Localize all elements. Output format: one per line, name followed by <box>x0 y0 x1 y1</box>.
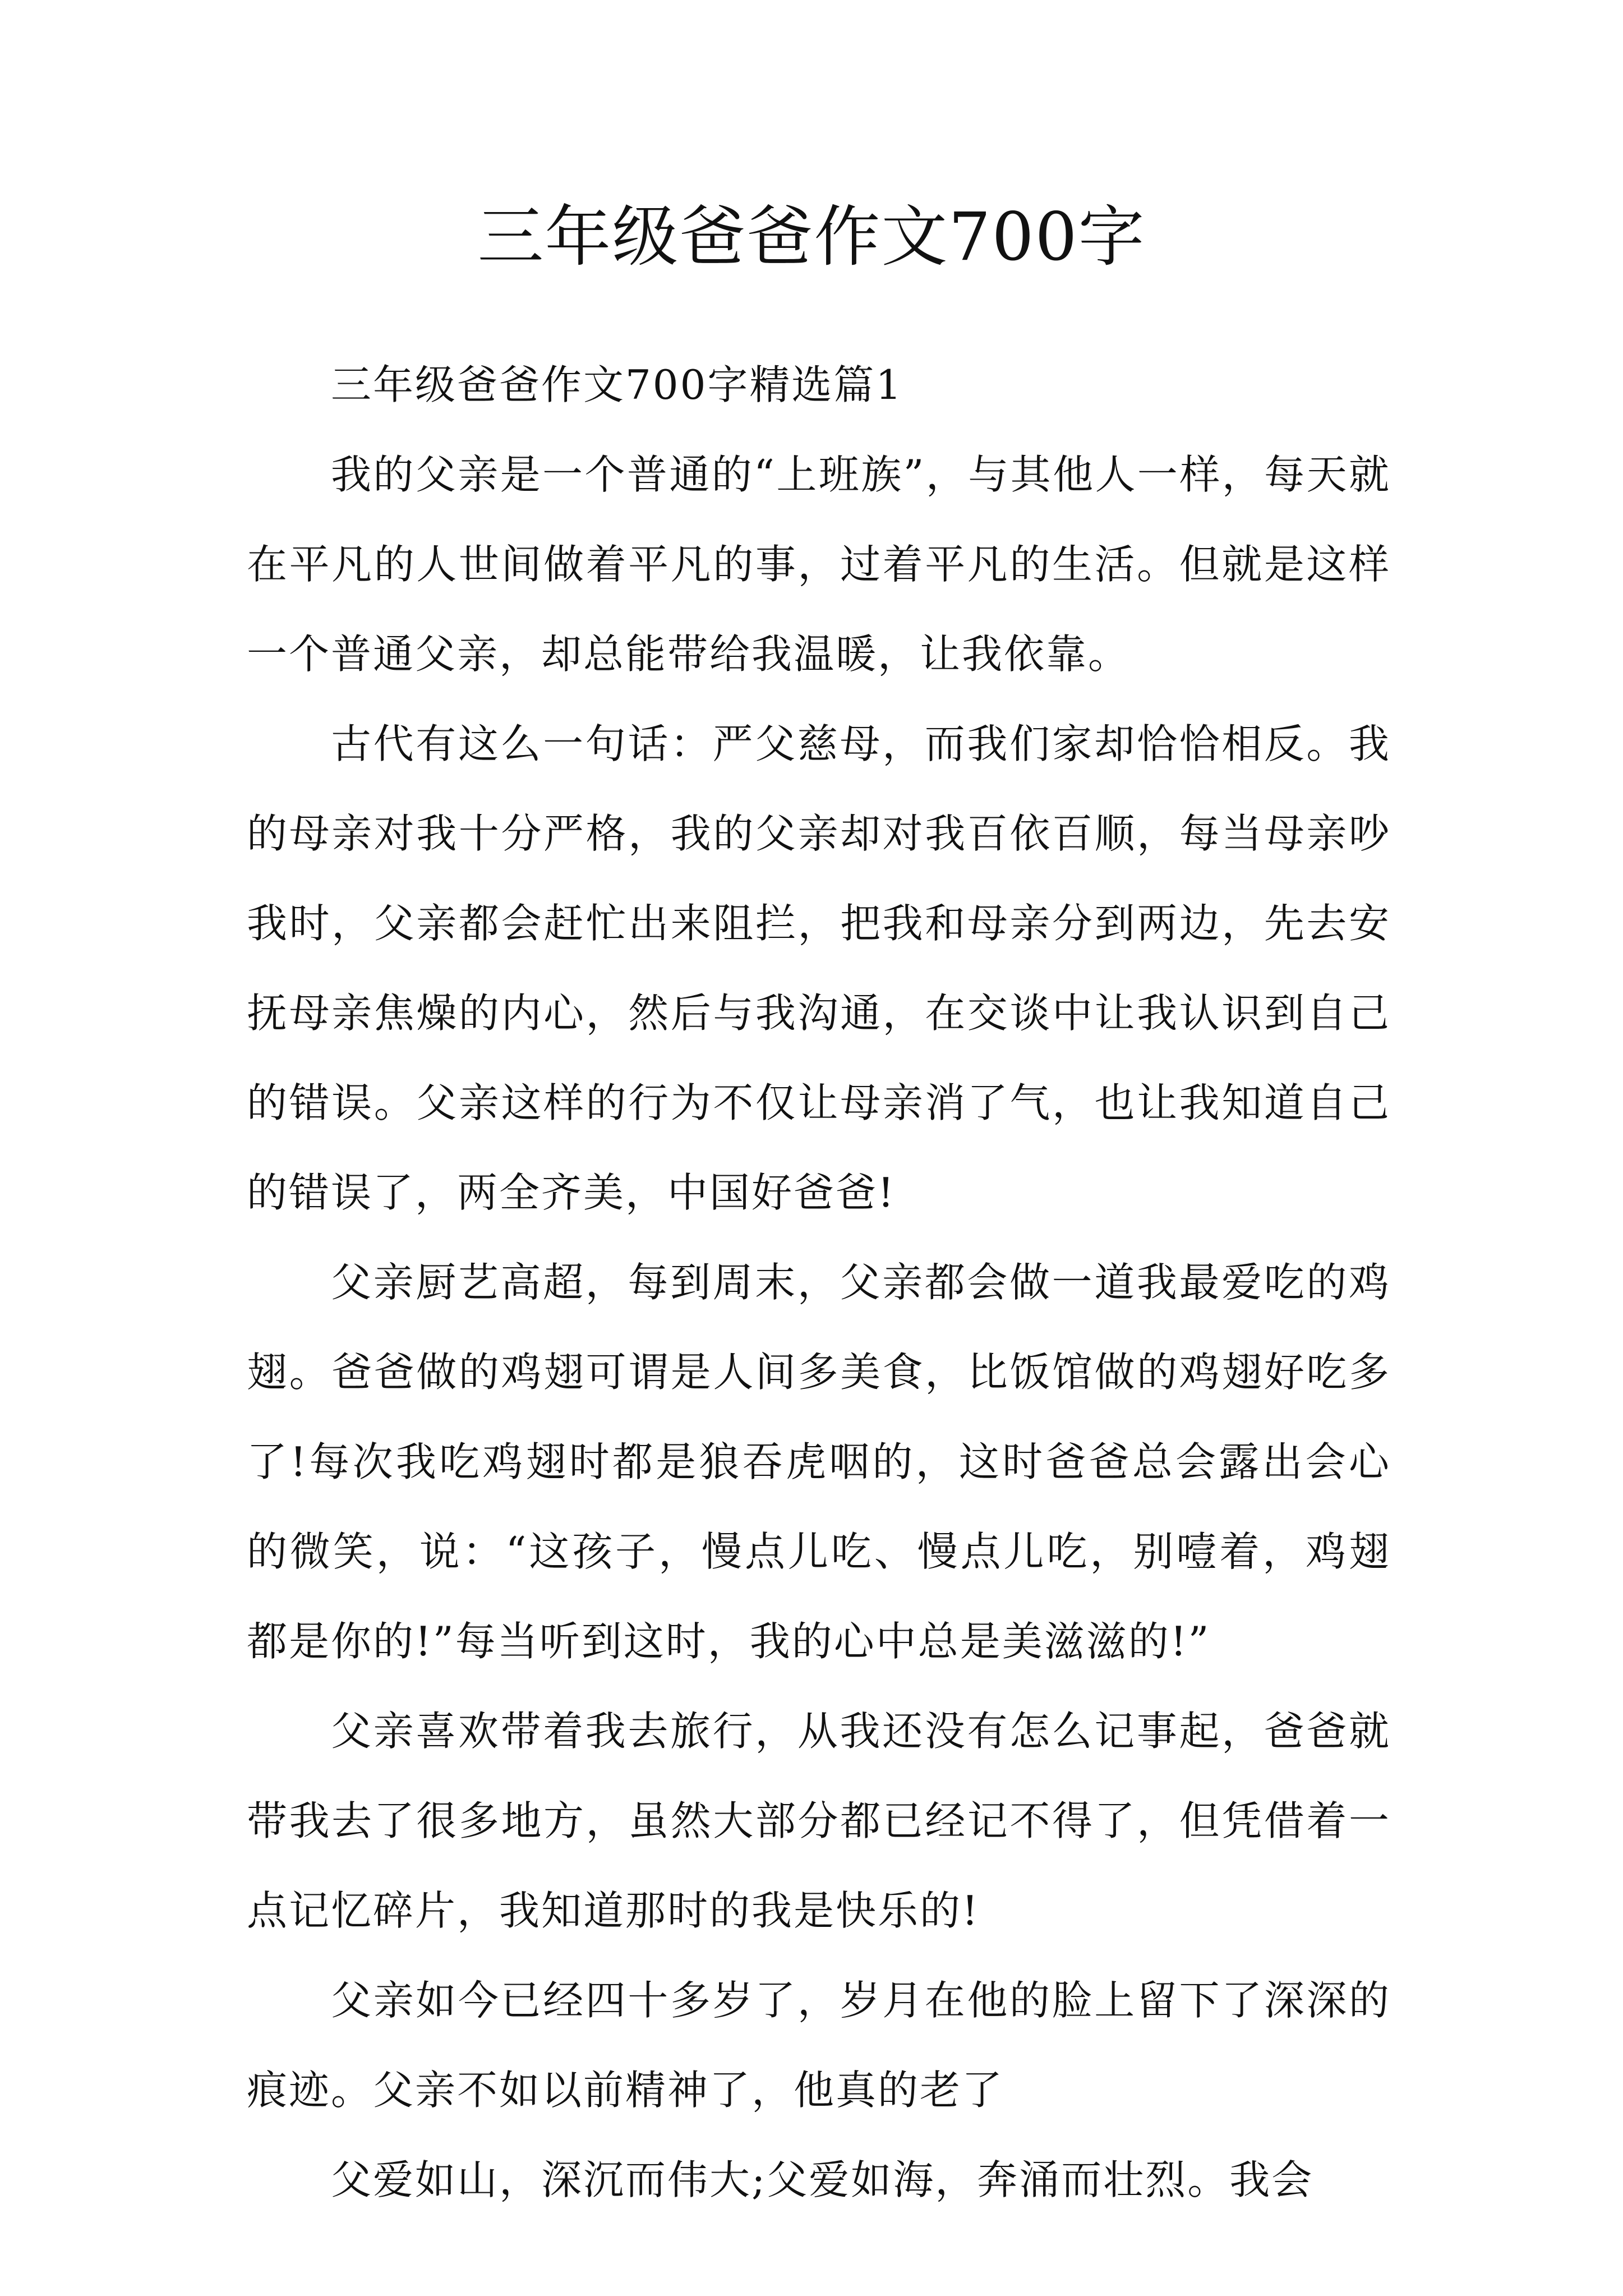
paragraph-3: 父亲厨艺高超，每到周末，父亲都会做一道我最爱吃的鸡翅。爸爸做的鸡翅可谓是人间多美食，比饭馆做的鸡翅好吃多了!每次我吃鸡翅时都是狼吞虎咽的，这时爸爸总会露出会心的微笑，说：“这孩子，慢点儿吃、慢点儿吃，别噎着，鸡翅都是你的!”每当听到这时，我的心中总是美滋滋的!” <box>247 1259 1391 1665</box>
paragraph-2: 古代有这么一句话：严父慈母，而我们家却恰恰相反。我的母亲对我十分严格，我的父亲却对我百依百顺，每当母亲吵我时，父亲都会赶忙出来阻拦，把我和母亲分到两边，先去安抚母亲焦燥的内心，然后与我沟通，在交谈中让我认识到自己的错误。父亲这样的行为不仅让母亲消了气，也让我知道自己的错误了，两全齐美，中国好爸爸! <box>247 720 1391 1216</box>
paragraph-5: 父亲如今已经四十多岁了，岁月在他的脸上留下了深深的痕迹。父亲不如以前精神了，他真的老了 <box>247 1977 1391 2114</box>
paragraph-4: 父亲喜欢带着我去旅行，从我还没有怎么记事起，爸爸就带我去了很多地方，虽然大部分都已经记不得了，但凭借着一点记忆碎片，我知道那时的我是快乐的! <box>247 1708 1391 1934</box>
paragraph-6: 父爱如山，深沉而伟大;父爱如海，奔涌而壮烈。我会 <box>331 2156 1314 2203</box>
paragraph-1: 我的父亲是一个普通的“上班族”，与其他人一样，每天就在平凡的人世间做着平凡的事，过着平凡的生活。但就是这样一个普通父亲，却总能带给我温暖，让我依靠。 <box>247 451 1391 678</box>
document-body <box>247 340 1391 2225</box>
document-title: 三年级爸爸作文700字 <box>477 198 1146 275</box>
section-heading: 三年级爸爸作文700字精选篇1 <box>331 361 903 408</box>
